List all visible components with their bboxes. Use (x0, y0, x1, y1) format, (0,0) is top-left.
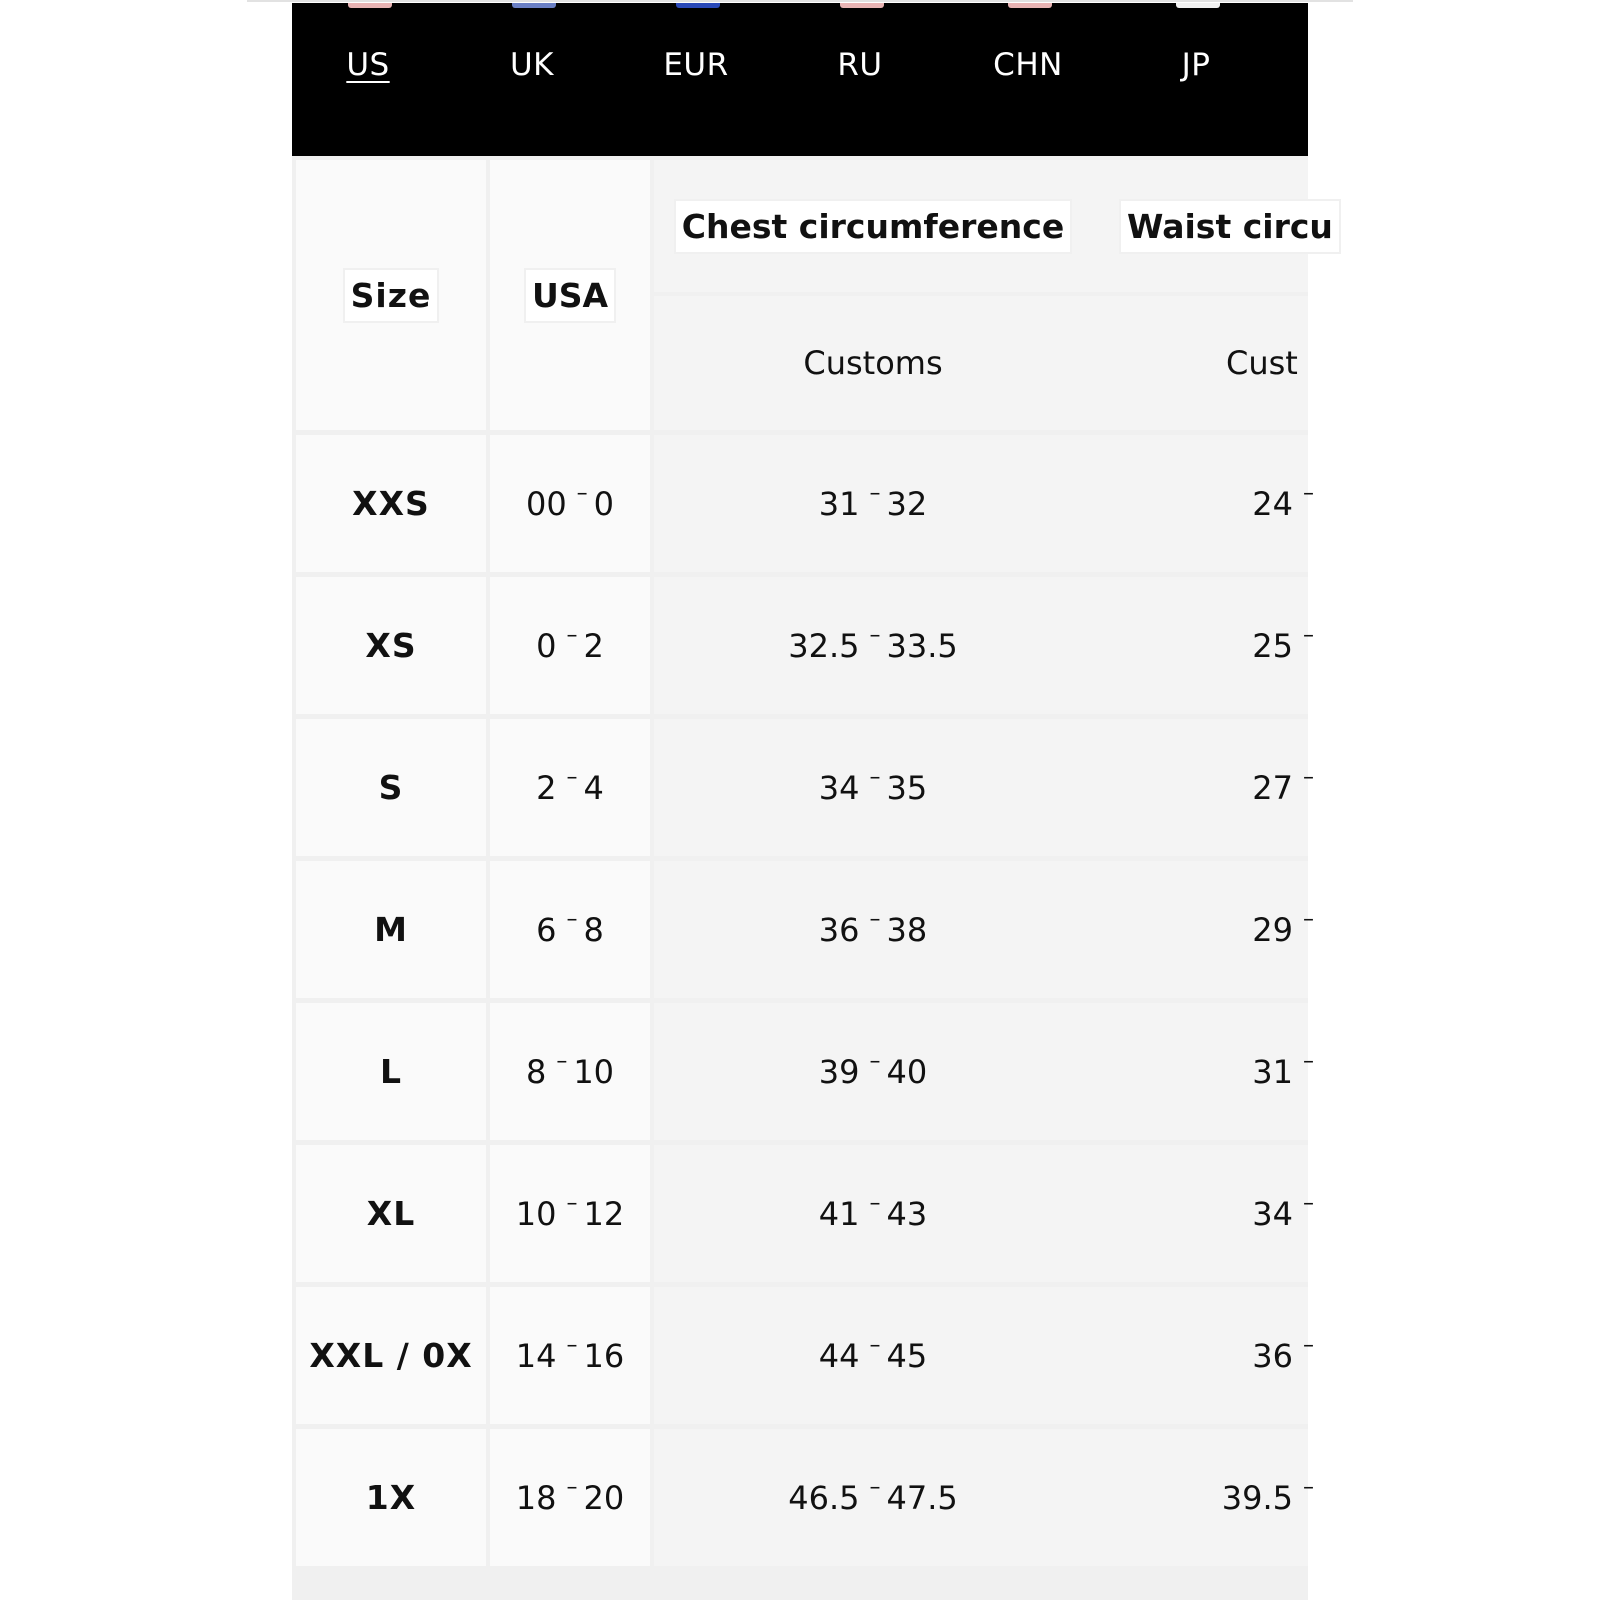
usa-cell (490, 1429, 650, 1566)
size-cell (296, 1287, 486, 1424)
region-tab-chn[interactable] (968, 3, 1088, 156)
waist-cell (1092, 1003, 1314, 1140)
header-chest-cell (654, 160, 1092, 292)
range-dash: – (1303, 907, 1314, 932)
range-dash: – (1303, 481, 1314, 506)
header-usa-cell (490, 160, 650, 430)
chest-cell (654, 435, 1092, 572)
usa-min: 2 (536, 768, 557, 807)
region-tab-bar (292, 3, 1308, 156)
chest-max: 43 (886, 1194, 928, 1233)
range-dash: – (1303, 1191, 1314, 1216)
chest-cell (654, 1287, 1092, 1424)
size-label: XL (366, 1194, 416, 1233)
range-dash: – (1303, 623, 1314, 648)
waist-cell (1092, 1429, 1314, 1566)
header-size-cell (296, 160, 486, 430)
waist-cell (1092, 577, 1314, 714)
chest-max: 38 (886, 910, 928, 949)
region-tab-us[interactable] (308, 3, 428, 156)
usa-max: 10 (573, 1052, 615, 1091)
range-dash: – (1303, 1475, 1314, 1500)
chest-min: 41 (818, 1194, 860, 1233)
size-cell (296, 435, 486, 572)
size-label: XS (365, 626, 417, 665)
waist-cell (1092, 1145, 1314, 1282)
chest-max: 40 (886, 1052, 928, 1091)
region-tab-label: EUR (663, 47, 729, 83)
range-dash: – (566, 907, 578, 932)
range-dash: – (1303, 1049, 1314, 1074)
chest-cell (654, 719, 1092, 856)
range-dash: – (869, 1191, 881, 1216)
waist-cell (1092, 435, 1314, 572)
usa-cell (490, 577, 650, 714)
chest-min: 34 (818, 768, 860, 807)
chest-max: 32 (886, 484, 928, 523)
flag-icon (1176, 3, 1220, 8)
header-waist-cell (1092, 160, 1333, 292)
region-tab-label: CHN (993, 47, 1063, 83)
usa-min: 0 (536, 626, 557, 665)
range-dash: – (576, 481, 588, 506)
range-dash: – (869, 907, 881, 932)
chest-max: 33.5 (886, 626, 958, 665)
size-cell (296, 1003, 486, 1140)
usa-min: 14 (515, 1336, 557, 1375)
waist-cell (1092, 719, 1314, 856)
region-tab-jp[interactable] (1136, 3, 1256, 156)
usa-max: 2 (583, 626, 604, 665)
chest-min: 39 (818, 1052, 860, 1091)
range-dash: – (566, 1333, 578, 1358)
size-label: XXS (352, 484, 430, 523)
region-tab-label: JP (1181, 47, 1211, 83)
size-cell (296, 1145, 486, 1282)
usa-cell (490, 435, 650, 572)
usa-max: 16 (583, 1336, 625, 1375)
usa-min: 8 (525, 1052, 547, 1091)
waist-min: 39.5 (1221, 1478, 1293, 1517)
chest-cell (654, 577, 1092, 714)
size-label: 1X (365, 1478, 417, 1517)
size-cell (296, 577, 486, 714)
subheader-waist-label: Cust (1226, 344, 1298, 382)
range-dash: – (869, 1049, 881, 1074)
chest-cell (654, 1429, 1092, 1566)
waist-min: 25 (1252, 626, 1293, 665)
flag-icon (1008, 3, 1052, 8)
subheader-chest-cell (654, 296, 1092, 430)
waist-min: 34 (1252, 1194, 1293, 1233)
flag-icon (840, 3, 884, 8)
chest-min: 44 (818, 1336, 860, 1375)
usa-cell (490, 1003, 650, 1140)
chest-min: 46.5 (788, 1478, 860, 1517)
usa-max: 20 (583, 1478, 625, 1517)
range-dash: – (869, 623, 881, 648)
region-tab-ru[interactable] (800, 3, 920, 156)
usa-min: 6 (536, 910, 557, 949)
region-tab-label: US (346, 47, 390, 83)
flag-icon (348, 3, 392, 8)
range-dash: – (869, 481, 881, 506)
header-chest-label: Chest circumference (674, 199, 1072, 254)
usa-max: 0 (593, 484, 615, 523)
header-waist-label: Waist circu (1119, 199, 1341, 254)
region-tab-eur[interactable] (636, 3, 756, 156)
usa-max: 12 (583, 1194, 625, 1233)
range-dash: – (556, 1049, 568, 1074)
chest-min: 32.5 (788, 626, 860, 665)
usa-min: 18 (515, 1478, 557, 1517)
size-label: S (378, 768, 404, 807)
region-tab-uk[interactable] (472, 3, 592, 156)
region-tab-label: RU (837, 47, 883, 83)
chest-min: 36 (818, 910, 860, 949)
chest-min: 31 (818, 484, 860, 523)
chest-max: 35 (886, 768, 928, 807)
header-usa-label: USA (524, 268, 616, 323)
flag-icon (676, 3, 720, 8)
usa-cell (490, 1145, 650, 1282)
waist-cell (1092, 1287, 1314, 1424)
range-dash: – (869, 1475, 881, 1500)
flag-icon (512, 3, 556, 8)
size-cell (296, 1429, 486, 1566)
waist-min: 24 (1252, 484, 1293, 523)
size-label: L (379, 1052, 403, 1091)
usa-max: 4 (583, 768, 604, 807)
range-dash: – (869, 765, 881, 790)
region-tab-label: UK (509, 47, 555, 83)
waist-min: 27 (1252, 768, 1293, 807)
size-table (292, 156, 1333, 1600)
waist-min: 31 (1252, 1052, 1293, 1091)
usa-cell (490, 1287, 650, 1424)
subheader-waist-cell (1092, 296, 1308, 430)
waist-min: 36 (1252, 1336, 1293, 1375)
subheader-chest-label: Customs (803, 344, 943, 382)
usa-min: 10 (515, 1194, 557, 1233)
top-divider (247, 0, 1353, 2)
size-cell (296, 861, 486, 998)
chest-cell (654, 1145, 1092, 1282)
header-size-label: Size (343, 268, 440, 323)
size-label: M (374, 910, 408, 949)
waist-cell (1092, 861, 1314, 998)
chest-cell (654, 861, 1092, 998)
range-dash: – (869, 1333, 881, 1358)
range-dash: – (1303, 765, 1314, 790)
usa-max: 8 (583, 910, 604, 949)
usa-cell (490, 719, 650, 856)
chest-max: 45 (886, 1336, 928, 1375)
size-cell (296, 719, 486, 856)
size-chart-panel (292, 3, 1333, 1600)
range-dash: – (566, 1475, 578, 1500)
range-dash: – (566, 765, 578, 790)
range-dash: – (566, 623, 578, 648)
range-dash: – (566, 1191, 578, 1216)
usa-cell (490, 861, 650, 998)
range-dash: – (1303, 1333, 1314, 1358)
waist-min: 29 (1252, 910, 1293, 949)
chest-cell (654, 1003, 1092, 1140)
chest-max: 47.5 (886, 1478, 958, 1517)
usa-min: 00 (525, 484, 567, 523)
size-label: XXL / 0X (309, 1336, 473, 1375)
